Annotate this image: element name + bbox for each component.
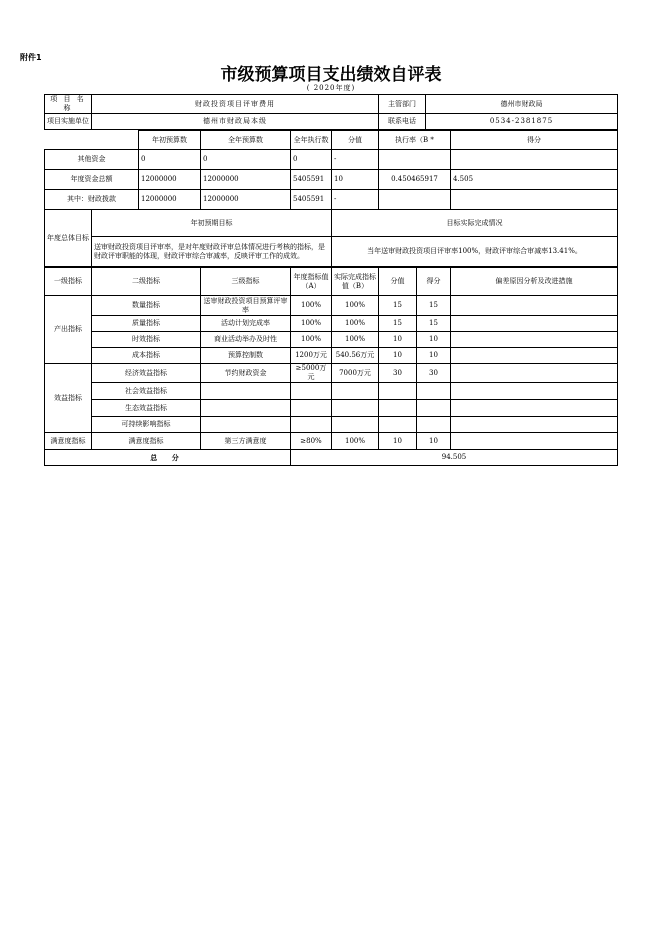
attachment-label: 附件1 bbox=[20, 53, 42, 62]
funds-annual: 12000000 bbox=[201, 170, 291, 190]
funds-initial: 12000000 bbox=[139, 170, 201, 190]
unit-value: 德州市财政局本级 bbox=[92, 114, 379, 130]
funds-points bbox=[451, 150, 618, 170]
points-cell bbox=[417, 400, 451, 417]
table-row bbox=[45, 332, 618, 348]
header-level1: 一级指标 bbox=[45, 268, 92, 296]
funds-executed: 0 bbox=[291, 150, 332, 170]
header-score: 分值 bbox=[379, 268, 417, 296]
funds-header-executed: 全年执行数 bbox=[291, 131, 332, 150]
funds-executed: 5405591 bbox=[291, 190, 332, 210]
level1-satisfaction: 满意度指标 bbox=[45, 433, 92, 450]
funds-header-points: 得分 bbox=[451, 131, 618, 150]
target-cell bbox=[291, 417, 332, 433]
report-year: ( 2020年度) bbox=[306, 84, 356, 92]
level3-cell: 商业活动举办及时性 bbox=[201, 332, 291, 348]
level2-cell: 可持续影响指标 bbox=[92, 417, 201, 433]
reason-cell bbox=[451, 296, 618, 316]
target-cell: 1200万元 bbox=[291, 348, 332, 364]
goals-actual-header: 目标实际完成情况 bbox=[332, 210, 618, 237]
goals-label: 年度总体目标 bbox=[45, 210, 92, 267]
unit-label: 项目实施单位 bbox=[45, 114, 92, 130]
funds-initial: 12000000 bbox=[139, 190, 201, 210]
actual-cell: 100% bbox=[332, 316, 379, 332]
level3-cell: 活动计划完成率 bbox=[201, 316, 291, 332]
funds-row-label: 年度资金总额 bbox=[45, 170, 139, 190]
phone-label: 联系电话 bbox=[379, 114, 426, 130]
target-cell: 100% bbox=[291, 296, 332, 316]
funds-score: - bbox=[332, 190, 379, 210]
funds-row-label: 其他资金 bbox=[45, 150, 139, 170]
indicators-table bbox=[44, 267, 618, 466]
funds-header-annual: 全年预算数 bbox=[201, 131, 291, 150]
header-level2: 二级指标 bbox=[92, 268, 201, 296]
actual-cell: 540.56万元 bbox=[332, 348, 379, 364]
total-label: 总 分 bbox=[45, 450, 291, 466]
target-cell bbox=[291, 383, 332, 400]
target-cell bbox=[291, 400, 332, 417]
target-cell: 100% bbox=[291, 332, 332, 348]
score-cell: 10 bbox=[379, 433, 417, 450]
points-cell bbox=[417, 383, 451, 400]
score-cell: 15 bbox=[379, 296, 417, 316]
level3-cell: 预算控制数 bbox=[201, 348, 291, 364]
points-cell bbox=[417, 417, 451, 433]
funds-header-initial: 年初预算数 bbox=[139, 131, 201, 150]
phone-value: 0534-2381875 bbox=[426, 114, 618, 130]
header-level3: 三级指标 bbox=[201, 268, 291, 296]
funds-rate bbox=[379, 190, 451, 210]
points-cell: 10 bbox=[417, 332, 451, 348]
funds-row bbox=[45, 190, 618, 210]
goals-table bbox=[44, 209, 618, 267]
funds-points bbox=[451, 190, 618, 210]
actual-cell: 100% bbox=[332, 332, 379, 348]
reason-cell bbox=[451, 383, 618, 400]
target-cell: ≥80% bbox=[291, 433, 332, 450]
funds-row-label: 其中：财政拨款 bbox=[45, 190, 139, 210]
actual-cell: 100% bbox=[332, 433, 379, 450]
table-row bbox=[45, 417, 618, 433]
score-cell: 15 bbox=[379, 316, 417, 332]
table-row bbox=[45, 348, 618, 364]
table-row bbox=[45, 296, 618, 316]
funds-header-rate: 执行率（B * bbox=[379, 131, 451, 150]
score-cell: 10 bbox=[379, 332, 417, 348]
level2-cell: 质量指标 bbox=[92, 316, 201, 332]
level2-cell: 经济效益指标 bbox=[92, 364, 201, 383]
actual-cell bbox=[332, 383, 379, 400]
target-cell: ≥5000万元 bbox=[291, 364, 332, 383]
funds-row bbox=[45, 150, 618, 170]
table-row bbox=[45, 400, 618, 417]
reason-cell bbox=[451, 332, 618, 348]
level3-cell: 第三方满意度 bbox=[201, 433, 291, 450]
score-cell: 30 bbox=[379, 364, 417, 383]
funds-score: - bbox=[332, 150, 379, 170]
funds-points: 4.505 bbox=[451, 170, 618, 190]
score-cell bbox=[379, 383, 417, 400]
reason-cell bbox=[451, 316, 618, 332]
page-title: 市级预算项目支出绩效自评表 bbox=[220, 65, 442, 85]
funds-annual: 12000000 bbox=[201, 190, 291, 210]
table-row bbox=[45, 364, 618, 383]
points-cell: 10 bbox=[417, 348, 451, 364]
reason-cell bbox=[451, 417, 618, 433]
level3-cell bbox=[201, 400, 291, 417]
level2-cell: 满意度指标 bbox=[92, 433, 201, 450]
score-cell bbox=[379, 400, 417, 417]
dept-value: 德州市财政局 bbox=[426, 95, 618, 114]
goals-actual-text: 当年送审财政投资项目评审率100%，财政评审综合审减率13.41%。 bbox=[332, 237, 618, 267]
funds-score: 10 bbox=[332, 170, 379, 190]
level2-cell: 数量指标 bbox=[92, 296, 201, 316]
funds-executed: 5405591 bbox=[291, 170, 332, 190]
total-value: 94.505 bbox=[291, 450, 618, 466]
total-row bbox=[45, 450, 618, 466]
level2-cell: 社会效益指标 bbox=[92, 383, 201, 400]
score-cell bbox=[379, 417, 417, 433]
project-name-value: 财政投资项目评审费用 bbox=[92, 95, 379, 114]
project-name-label: 项 目 名 称 bbox=[45, 95, 92, 114]
dept-label: 主管部门 bbox=[379, 95, 426, 114]
actual-cell bbox=[332, 400, 379, 417]
level3-cell bbox=[201, 383, 291, 400]
target-cell: 100% bbox=[291, 316, 332, 332]
reason-cell bbox=[451, 400, 618, 417]
funds-header-score: 分值 bbox=[332, 131, 379, 150]
level3-cell bbox=[201, 417, 291, 433]
goals-expected-text: 送审财政投资项目评审率，是对年度财政评审总体情况进行考核的指标，是财政评审职能的体现，财政评审综合审减率，反映评审工作的成效。 bbox=[92, 237, 332, 267]
score-cell: 10 bbox=[379, 348, 417, 364]
header-reason: 偏差原因分析及改进措施 bbox=[451, 268, 618, 296]
funds-initial: 0 bbox=[139, 150, 201, 170]
level1-benefit: 效益指标 bbox=[45, 364, 92, 433]
funds-row bbox=[45, 170, 618, 190]
reason-cell bbox=[451, 433, 618, 450]
reason-cell bbox=[451, 348, 618, 364]
table-row bbox=[45, 383, 618, 400]
funds-rate: 0.450465917 bbox=[379, 170, 451, 190]
points-cell: 10 bbox=[417, 433, 451, 450]
header-points: 得分 bbox=[417, 268, 451, 296]
header-actual: 实际完成指标值（B） bbox=[332, 268, 379, 296]
table-row bbox=[45, 316, 618, 332]
reason-cell bbox=[451, 364, 618, 383]
actual-cell: 100% bbox=[332, 296, 379, 316]
table-row bbox=[45, 433, 618, 450]
level2-cell: 生态效益指标 bbox=[92, 400, 201, 417]
actual-cell: 7000万元 bbox=[332, 364, 379, 383]
header-target: 年度指标值（A） bbox=[291, 268, 332, 296]
points-cell: 15 bbox=[417, 296, 451, 316]
funds-rate bbox=[379, 150, 451, 170]
goals-expected-header: 年初预期目标 bbox=[92, 210, 332, 237]
points-cell: 15 bbox=[417, 316, 451, 332]
level1-output: 产出指标 bbox=[45, 296, 92, 364]
level2-cell: 成本指标 bbox=[92, 348, 201, 364]
evaluation-table-top bbox=[44, 94, 618, 130]
level3-cell: 送审财政投资项目预算评审率 bbox=[201, 296, 291, 316]
level3-cell: 节约财政资金 bbox=[201, 364, 291, 383]
funds-annual: 0 bbox=[201, 150, 291, 170]
points-cell: 30 bbox=[417, 364, 451, 383]
actual-cell bbox=[332, 417, 379, 433]
funds-table bbox=[44, 130, 618, 210]
level2-cell: 时效指标 bbox=[92, 332, 201, 348]
